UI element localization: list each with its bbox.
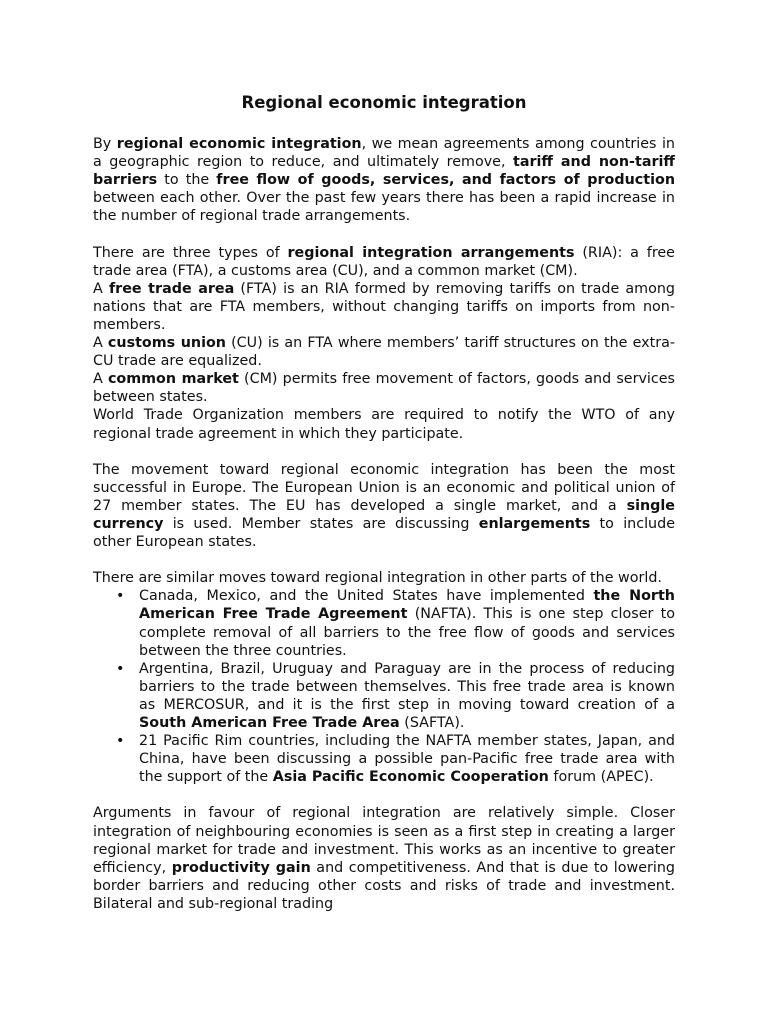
bold-term: regional economic integration [116,136,362,152]
bullet-icon: • [116,588,125,605]
text: (NAFTA). This is one step closer to complete removal of all barriers to the free flow of goods and services between the three countries. [139,606,675,659]
text: to include other European states. [93,515,675,551]
text: forum (APEC). [548,769,654,786]
paragraph-europe [93,461,675,551]
bold-term: Asia Pacific Economic Cooperation [272,769,549,786]
text: , we mean agreements among countries in a geographic region to reduce, and ultimately remove, [93,136,675,171]
bold-term: free trade area [108,280,235,297]
bullet-list [93,587,675,786]
bullet-icon: • [116,660,125,677]
text: Arguments in favour of regional integration are relatively simple. Closer integration of neighbouring economies is seen as a first step in creating a larger regional market for trade and investment. This works as an incentive to greater efficiency, [93,805,675,876]
text: (SAFTA). [399,715,465,731]
paragraph-other-regions: There are similar moves toward regional integration in other parts of the world. [93,570,662,587]
paragraph-cm [93,370,675,406]
paragraph-intro [93,135,675,225]
paragraph-fta [93,280,675,334]
text: (CU) is an FTA where members’ tariff structures on the extra-CU trade are equalized. [93,335,675,370]
bold-term: enlargements [478,515,591,532]
text: The movement toward regional economic integration has been the most successful in Europe. The European Union is an economic and political union of 27 member states. The EU has developed a single market, and a [93,461,675,514]
text: There are three types of [93,244,288,261]
list-item [116,732,675,786]
list-item [116,587,675,659]
text: (RIA): a free trade area (FTA), a customs area (CU), and a common market (CM). [93,244,675,279]
bold-term: South American Free Trade Area [139,715,400,731]
paragraph-wto: World Trade Organization members are required to notify the WTO of any regional trade agreement in which they participate. [93,407,675,442]
text: Canada, Mexico, and the United States have implemented [139,588,594,605]
document-body [93,135,675,913]
text: to the [157,172,217,189]
text: is used. Member states are discussing [163,515,479,532]
page-title: Regional economic integration [241,93,527,112]
paragraph-ria-types [93,244,675,280]
text: (FTA) is an RIA formed by removing tariffs on trade among nations that are FTA members, without changing tariffs on imports from non-members. [93,280,675,333]
text: A [93,280,109,297]
bold-term: tariff and non-tariff barriers [93,154,675,189]
paragraph-cu [93,334,675,370]
bold-term: the North American Free Trade Agreement [139,588,675,623]
bullet-icon: • [116,733,125,750]
text: 21 Pacific Rim countries, including the NAFTA member states, Japan, and China, have been discussing a possible pan-Pacific free trade area with the support of the [139,733,675,786]
bold-term: customs union [107,335,226,352]
text: and competitiveness. And that is due to lowering border barriers and reducing other costs and risks of trade and investment. Bilateral and sub-regional trading [93,859,675,912]
text: Argentina, Brazil, Uruguay and Paraguay are in the process of reducing barriers to the trade between themselves. This free trade area is known as MERCOSUR, and it is the first step in moving toward creation of a [139,660,675,713]
text: A [93,335,108,352]
text: (CM) permits free movement of factors, goods and services between states. [93,371,675,406]
text: By [93,136,117,152]
bold-term: productivity gain [171,859,311,876]
bold-term: regional integration arrangements [287,244,575,261]
bold-term: single currency [93,497,675,532]
text: between each other. Over the past few years there has been a rapid increase in the number of regional trade arrangements. [93,190,675,225]
paragraph-arguments [93,804,675,913]
list-item [116,660,675,732]
bold-term: free flow of goods, services, and factors of production [216,172,676,189]
text: A [93,371,108,388]
bold-term: common market [107,371,239,388]
